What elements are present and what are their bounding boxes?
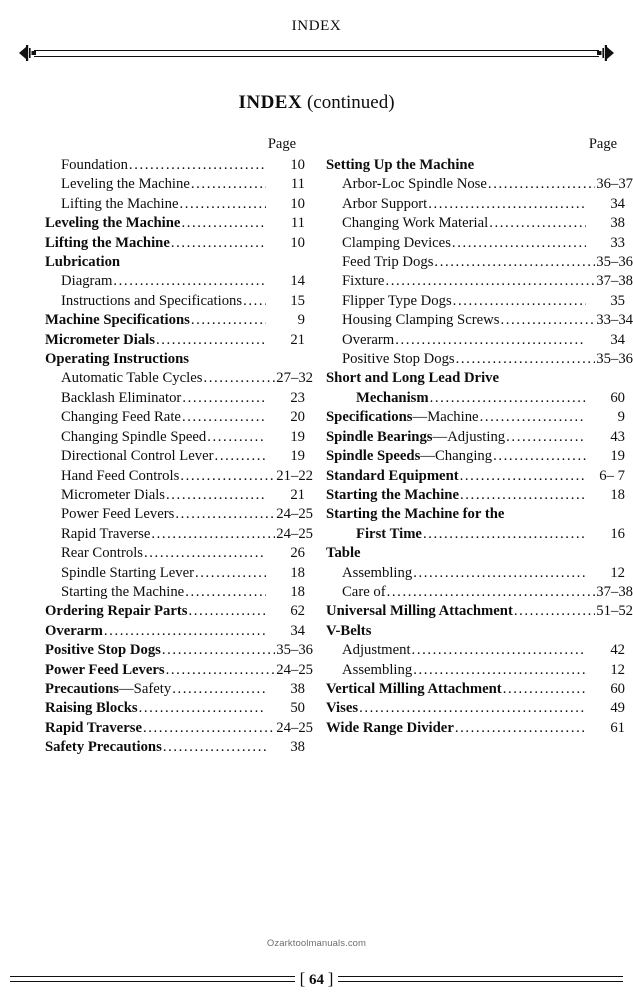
- index-entry-title: Specifications: [326, 409, 413, 426]
- index-entry: [45, 369, 313, 388]
- page-column-header-left: Page: [267, 136, 296, 152]
- index-entry-page: 42: [610, 642, 625, 659]
- index-entry-title: Changing Spindle Speed: [61, 428, 207, 445]
- dot-leader: [423, 525, 586, 544]
- index-entry-page: 37–38: [596, 273, 633, 290]
- dot-leader: [243, 292, 266, 311]
- index-entry-page: 10: [290, 234, 305, 251]
- index-entry: [45, 719, 313, 738]
- index-entry-title: Vises: [326, 700, 359, 717]
- index-entry-page: 51–52: [596, 603, 633, 620]
- index-entry: [326, 272, 633, 291]
- index-entry: [326, 486, 633, 505]
- index-entry: [326, 719, 633, 738]
- index-entry: [45, 699, 313, 718]
- index-entry-page: 16: [610, 525, 625, 542]
- index-entry: [45, 292, 313, 311]
- dot-leader: [182, 408, 266, 427]
- index-entry: [326, 311, 633, 330]
- index-entry: [326, 602, 633, 621]
- index-entry: [45, 272, 313, 291]
- index-entry-title: Short and Long Lead Drive: [326, 370, 500, 387]
- index-entry-title: Foundation: [61, 157, 128, 173]
- index-entry-title: Housing Clamping Screws: [342, 312, 500, 329]
- dot-leader: [456, 350, 596, 369]
- index-entry-title: Universal Milling Attachment: [326, 603, 513, 620]
- index-entry-page: 21–22: [276, 467, 313, 484]
- index-entry-page: 21: [290, 486, 305, 503]
- index-entry-page: 18: [290, 583, 305, 600]
- dot-leader: [503, 680, 586, 699]
- index-entry: [45, 350, 313, 369]
- index-entry-page: 6– 7: [599, 467, 625, 484]
- index-entry-page: 60: [610, 680, 625, 697]
- dot-leader: [207, 428, 266, 447]
- index-entry-title: Assembling: [342, 661, 413, 678]
- folio-bracket-close: ]: [327, 969, 334, 988]
- index-entry: [326, 641, 633, 660]
- dot-leader: [460, 467, 586, 486]
- index-entry-title: Lifting the Machine: [61, 195, 179, 212]
- index-entry-page: 34: [610, 195, 625, 212]
- index-entry-page: 27–32: [276, 370, 313, 387]
- index-entry-title: Arbor-Loc Spindle Nose: [342, 176, 487, 193]
- dot-leader: [395, 331, 586, 350]
- index-entry-page: 18: [290, 564, 305, 581]
- index-entry-title: Changing Work Material: [342, 215, 489, 232]
- dot-leader: [113, 272, 266, 291]
- index-entry-title: Safety Precautions: [45, 739, 162, 756]
- dot-leader: [179, 195, 266, 214]
- index-entry-page: 35–36: [276, 642, 313, 659]
- index-entry: [326, 195, 633, 214]
- index-entry-title: Overarm: [342, 331, 395, 348]
- index-entry: [326, 680, 633, 699]
- index-entry: [45, 331, 313, 350]
- index-entry-title: Starting the Machine: [61, 583, 185, 600]
- index-entry-title: Micrometer Dials: [61, 486, 166, 503]
- index-entry: [45, 175, 313, 194]
- index-entry-title: Positive Stop Dogs: [342, 351, 455, 368]
- index-entry-title: Instructions and Specifications: [61, 292, 243, 309]
- dot-leader: [489, 214, 586, 233]
- dot-leader: [166, 661, 276, 680]
- index-entry: [326, 234, 633, 253]
- dot-leader: [139, 699, 266, 718]
- index-entry-title: Leveling the Machine: [45, 215, 181, 232]
- index-entry: [326, 408, 633, 427]
- index-entry: [45, 234, 313, 253]
- dot-leader: [203, 369, 275, 388]
- dot-leader: [162, 641, 275, 660]
- index-entry: [326, 428, 633, 447]
- index-entry-title: Directional Control Lever: [61, 448, 214, 465]
- index-entry: [45, 486, 313, 505]
- index-entry-page: 50: [290, 700, 305, 717]
- index-entry-title: Setting Up the Machine: [326, 157, 475, 173]
- header-rule-lines: [34, 50, 599, 57]
- index-entry: [326, 156, 633, 175]
- dot-leader: [172, 680, 266, 699]
- index-entry-page: 19: [290, 448, 305, 465]
- dot-leader: [104, 622, 266, 641]
- header-ornamental-rule: [18, 42, 615, 64]
- index-entry-title: Micrometer Dials: [45, 331, 155, 348]
- index-entry-page: 23: [290, 389, 305, 406]
- index-entry-page: 62: [290, 603, 305, 620]
- index-entry-page: 9: [617, 409, 625, 426]
- dot-leader: [189, 602, 266, 621]
- index-entry-page: 34: [290, 622, 305, 639]
- footer-line-right: [338, 976, 623, 982]
- index-entry: [45, 428, 313, 447]
- index-entry: [326, 175, 633, 194]
- index-entry-title: Spindle Bearings: [326, 428, 433, 445]
- dot-leader: [430, 389, 586, 408]
- dot-leader: [359, 699, 586, 718]
- index-entry: [45, 214, 313, 233]
- index-entry-title: Automatic Table Cycles: [61, 370, 203, 387]
- index-entry: [326, 369, 633, 388]
- index-entry-page: 26: [290, 545, 305, 562]
- dot-leader: [385, 272, 595, 291]
- index-entry: [45, 680, 313, 699]
- dot-leader: [215, 447, 266, 466]
- index-entry-page: 35: [610, 292, 625, 309]
- index-entry: [45, 389, 313, 408]
- footer-line-left: [10, 976, 295, 982]
- index-entry: [45, 525, 313, 544]
- index-entry-title: Arbor Support: [342, 195, 428, 212]
- index-entry: [45, 447, 313, 466]
- dot-leader: [488, 175, 595, 194]
- dot-leader: [191, 311, 266, 330]
- index-entry-page: 12: [610, 564, 625, 581]
- index-entry: [326, 350, 633, 369]
- index-entry-title: Mechanism: [356, 389, 429, 406]
- index-entry-title: Flipper Type Dogs: [342, 292, 452, 309]
- index-entry-title: Diagram: [61, 273, 113, 290]
- dot-leader: [182, 389, 266, 408]
- index-entry-title: Vertical Milling Attachment: [326, 680, 502, 697]
- index-entry: [45, 583, 313, 602]
- page-title: [0, 92, 633, 114]
- dot-leader: [171, 234, 266, 253]
- index-entry-page: 33: [610, 234, 625, 251]
- index-entry: [326, 292, 633, 311]
- index-entry-title: Table: [326, 545, 361, 562]
- folio-number: 64: [309, 972, 324, 988]
- index-entry-title: Adjustment: [342, 642, 411, 659]
- index-entry-page: 37–38: [596, 583, 633, 600]
- index-entry-title: Lifting the Machine: [45, 234, 170, 251]
- index-entry: [326, 331, 633, 350]
- index-entry-page: 19: [290, 428, 305, 445]
- index-entry-page: 14: [290, 273, 305, 290]
- dot-leader: [452, 234, 586, 253]
- index-entries-right: [326, 156, 633, 738]
- index-entry: [45, 661, 313, 680]
- index-entry-page: 10: [290, 195, 305, 212]
- index-entry-page: 35–36: [596, 254, 633, 271]
- index-entry-title: Positive Stop Dogs: [45, 642, 161, 659]
- dot-leader: [195, 564, 266, 583]
- index-entry: [326, 253, 633, 272]
- index-entry-page: 9: [297, 312, 305, 329]
- index-entry: [45, 156, 313, 175]
- running-head: INDEX: [291, 18, 342, 34]
- index-entry-page: 21: [290, 331, 305, 348]
- index-entry-title: Changing Feed Rate: [61, 409, 181, 426]
- dot-leader: [514, 602, 595, 621]
- index-entry-title: Assembling: [342, 564, 413, 581]
- dot-leader: [434, 253, 595, 272]
- dot-leader: [480, 408, 586, 427]
- index-entry-title: Power Feed Levers: [45, 661, 165, 678]
- index-entries-left: [45, 156, 313, 758]
- footer-rule: [10, 968, 623, 990]
- dot-leader: [493, 447, 586, 466]
- dot-leader: [163, 738, 266, 757]
- dot-leader: [180, 467, 275, 486]
- index-entry: [326, 389, 633, 408]
- index-entry-title: Raising Blocks: [45, 700, 138, 717]
- index-entry-page: 38: [290, 680, 305, 697]
- index-entry-title: Standard Equipment: [326, 467, 459, 484]
- index-entry: [326, 622, 633, 641]
- index-entry-title: Starting the Machine: [326, 486, 459, 503]
- index-entry-title: Lubrication: [45, 254, 121, 271]
- index-entry-page: 19: [610, 448, 625, 465]
- dot-leader: [185, 583, 266, 602]
- index-entry: [326, 544, 633, 563]
- index-entry-page: 18: [610, 486, 625, 503]
- index-entry: [45, 311, 313, 330]
- index-entry-title-tail: —Machine: [412, 409, 479, 426]
- index-entry-page: 61: [610, 719, 625, 736]
- index-entry-title: Precautions: [45, 680, 119, 697]
- index-entry-title: Wide Range Divider: [326, 719, 454, 736]
- index-entry-page: 24–25: [276, 506, 313, 523]
- index-entry: [45, 641, 313, 660]
- index-column-left: [0, 136, 313, 758]
- index-entry-title: Care of: [342, 583, 386, 600]
- index-entry-page: 15: [290, 292, 305, 309]
- dot-leader: [387, 583, 596, 602]
- index-entry-title: Operating Instructions: [45, 351, 190, 368]
- index-entry-page: 12: [610, 661, 625, 678]
- index-entry-page: 34: [610, 331, 625, 348]
- index-entry-title: Backlash Eliminator: [61, 389, 182, 406]
- index-entry-title: Spindle Speeds: [326, 448, 421, 465]
- index-entry: [45, 622, 313, 641]
- index-entry-page: 24–25: [276, 719, 313, 736]
- page-title-suffix: (continued): [306, 92, 395, 113]
- index-entry: [45, 564, 313, 583]
- dot-leader: [156, 331, 266, 350]
- index-entry-title: Spindle Starting Lever: [61, 564, 194, 581]
- dot-leader: [181, 214, 266, 233]
- index-entry-title: Power Feed Levers: [61, 506, 175, 523]
- index-entry-page: 36–37: [596, 176, 633, 193]
- index-entry-title: Rapid Traverse: [45, 719, 142, 736]
- index-entry-page: 10: [290, 157, 305, 173]
- dot-leader: [453, 292, 586, 311]
- index-entry: [326, 505, 633, 524]
- dot-leader: [500, 311, 595, 330]
- index-entry: [326, 467, 633, 486]
- index-entry-title: V-Belts: [326, 622, 372, 639]
- index-entry-title-tail: —Safety: [118, 680, 172, 697]
- index-entry: [326, 447, 633, 466]
- index-entry-page: 35–36: [596, 351, 633, 368]
- index-entry-title: Rapid Traverse: [61, 525, 151, 542]
- index-entry-page: 20: [290, 409, 305, 426]
- index-entry: [45, 253, 313, 272]
- index-entry: [326, 661, 633, 680]
- index-entry: [45, 505, 313, 524]
- index-entry-title: Feed Trip Dogs: [342, 254, 434, 271]
- rule-endcap-right-icon: [597, 42, 615, 64]
- index-entry-title: Rear Controls: [61, 545, 143, 562]
- index-entry-title: Overarm: [45, 622, 103, 639]
- index-entry: [326, 214, 633, 233]
- index-entry: [45, 408, 313, 427]
- index-entry: [326, 583, 633, 602]
- index-entry-title: First Time: [356, 525, 422, 542]
- index-entry: [45, 467, 313, 486]
- dot-leader: [506, 428, 586, 447]
- index-entry-page: 11: [290, 176, 305, 193]
- dot-leader: [413, 661, 586, 680]
- index-entry: [326, 564, 633, 583]
- dot-leader: [455, 719, 586, 738]
- dot-leader: [144, 544, 266, 563]
- dot-leader: [428, 195, 586, 214]
- index-entry-title: Starting the Machine for the: [326, 506, 505, 523]
- index-entry: [45, 195, 313, 214]
- index-entry: [45, 602, 313, 621]
- rule-endcap-left-icon: [18, 42, 36, 64]
- index-entry-title-tail: —Changing: [420, 448, 493, 465]
- index-entry-page: 49: [610, 700, 625, 717]
- dot-leader: [151, 525, 275, 544]
- dot-leader: [143, 719, 275, 738]
- index-entry-page: 24–25: [276, 661, 313, 678]
- index-entry-title-tail: —Adjusting: [432, 428, 506, 445]
- page-title-main: INDEX: [238, 92, 303, 113]
- index-entry-title: Hand Feed Controls: [61, 467, 180, 484]
- dot-leader: [413, 564, 586, 583]
- page-column-header-right: Page: [588, 136, 617, 152]
- dot-leader: [412, 641, 586, 660]
- index-entry-title: Fixture: [342, 273, 385, 290]
- index-column-right: [313, 136, 633, 758]
- index-entry-page: 38: [610, 215, 625, 232]
- index-entry-title: Machine Specifications: [45, 312, 190, 329]
- index-entry: [326, 525, 633, 544]
- index-entry-page: 24–25: [276, 525, 313, 542]
- index-entry-page: 43: [610, 428, 625, 445]
- page-folio: [295, 969, 339, 989]
- site-watermark: Ozarktoolmanuals.com: [266, 938, 367, 949]
- index-entry-page: 60: [610, 389, 625, 406]
- index-entry: [326, 699, 633, 718]
- index-entry-page: 38: [290, 739, 305, 756]
- dot-leader: [191, 175, 266, 194]
- index-entry: [45, 738, 313, 757]
- dot-leader: [129, 156, 266, 175]
- index-entry-title: Clamping Devices: [342, 234, 451, 251]
- index-entry-title: Ordering Repair Parts: [45, 603, 188, 620]
- index-entry-page: 11: [290, 215, 305, 232]
- index-entry: [45, 544, 313, 563]
- folio-bracket-open: [: [299, 969, 306, 988]
- index-entry-page: 33–34: [596, 312, 633, 329]
- dot-leader: [166, 486, 266, 505]
- index-columns: [0, 136, 633, 758]
- dot-leader: [460, 486, 586, 505]
- index-entry-title: Leveling the Machine: [61, 176, 190, 193]
- dot-leader: [175, 505, 275, 524]
